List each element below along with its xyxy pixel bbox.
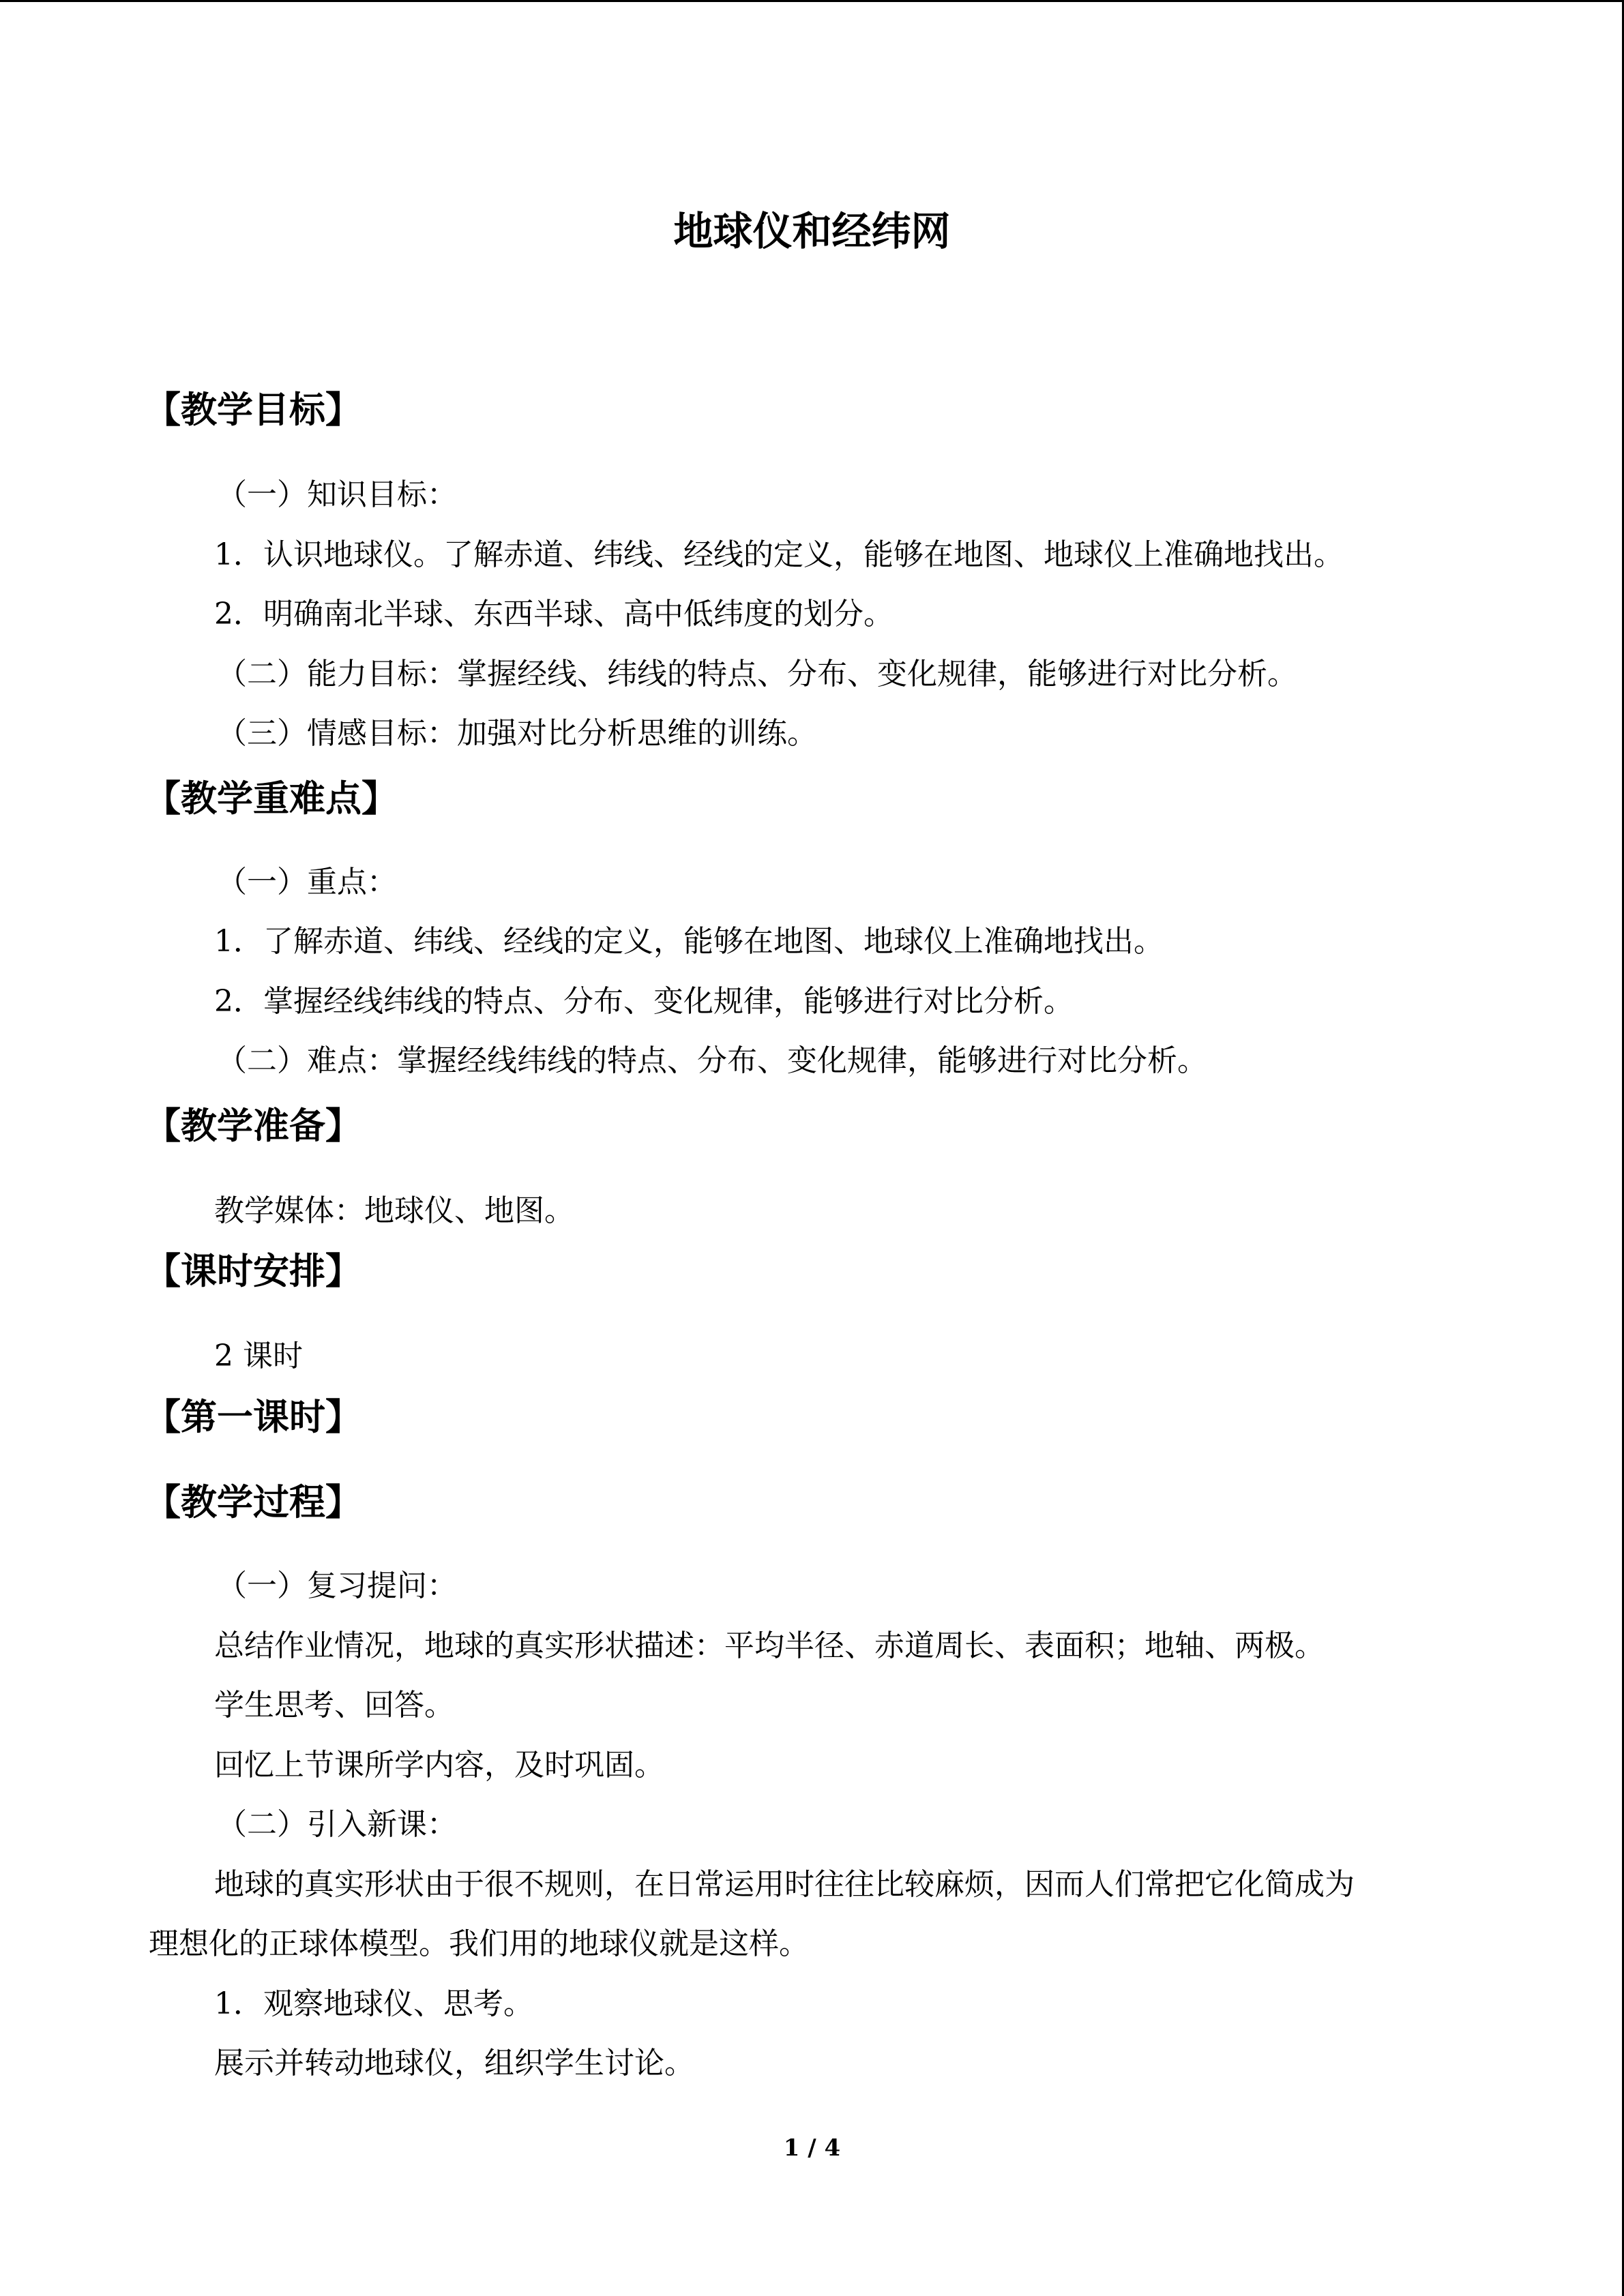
goals-item-1: 1．认识地球仪。了解赤道、纬线、经线的定义，能够在地图、地球仪上准确地找出。 xyxy=(214,537,1344,572)
goals-knowledge: （一）知识目标： xyxy=(217,477,457,512)
key-points-item-2: 2．掌握经线纬线的特点、分布、变化规律，能够进行对比分析。 xyxy=(214,984,1074,1019)
process-paragraph-4-line-1: 地球的真实形状由于很不规则，在日常运用时往往比较麻烦，因而人们常把它化简成为 xyxy=(214,1867,1355,1902)
process-review: （一）复习提问： xyxy=(217,1568,457,1603)
process-item-1: 1．观察地球仪、思考。 xyxy=(214,1986,533,2021)
process-intro: （二）引入新课： xyxy=(217,1807,457,1842)
heading-preparation: 【教学准备】 xyxy=(145,1105,361,1147)
heading-first-lesson: 【第一课时】 xyxy=(145,1396,361,1438)
goals-ability: （二）能力目标：掌握经线、纬线的特点、分布、变化规律，能够进行对比分析。 xyxy=(217,657,1297,691)
key-points-difficult: （二）难点：掌握经线纬线的特点、分布、变化规律，能够进行对比分析。 xyxy=(217,1043,1207,1078)
process-paragraph-5: 展示并转动地球仪，组织学生讨论。 xyxy=(214,2046,694,2081)
key-points-key: （一）重点： xyxy=(217,865,397,899)
process-paragraph-4-line-2: 理想化的正球体模型。我们用的地球仪就是这样。 xyxy=(149,1926,809,1961)
key-points-item-1: 1．了解赤道、纬线、经线的定义，能够在地图、地球仪上准确地找出。 xyxy=(214,924,1164,959)
heading-key-points: 【教学重难点】 xyxy=(145,777,398,820)
process-paragraph-1: 总结作业情况，地球的真实形状描述：平均半径、赤道周长、表面积；地轴、两极。 xyxy=(214,1628,1325,1663)
heading-schedule: 【课时安排】 xyxy=(145,1250,361,1292)
page-border-top xyxy=(0,0,1624,2)
process-paragraph-3: 回忆上节课所学内容，及时巩固。 xyxy=(214,1748,664,1783)
schedule-hours: 2 课时 xyxy=(214,1339,303,1373)
heading-goals: 【教学目标】 xyxy=(145,389,361,431)
process-paragraph-2: 学生思考、回答。 xyxy=(214,1688,454,1723)
document-title: 地球仪和经纬网 xyxy=(673,208,951,254)
preparation-media: 教学媒体：地球仪、地图。 xyxy=(214,1193,574,1228)
heading-process: 【教学过程】 xyxy=(145,1481,361,1523)
goals-emotion: （三）情感目标：加强对比分析思维的训练。 xyxy=(217,716,817,751)
goals-item-2: 2．明确南北半球、东西半球、高中低纬度的划分。 xyxy=(214,597,894,631)
page-number: 1 / 4 xyxy=(783,2134,841,2162)
